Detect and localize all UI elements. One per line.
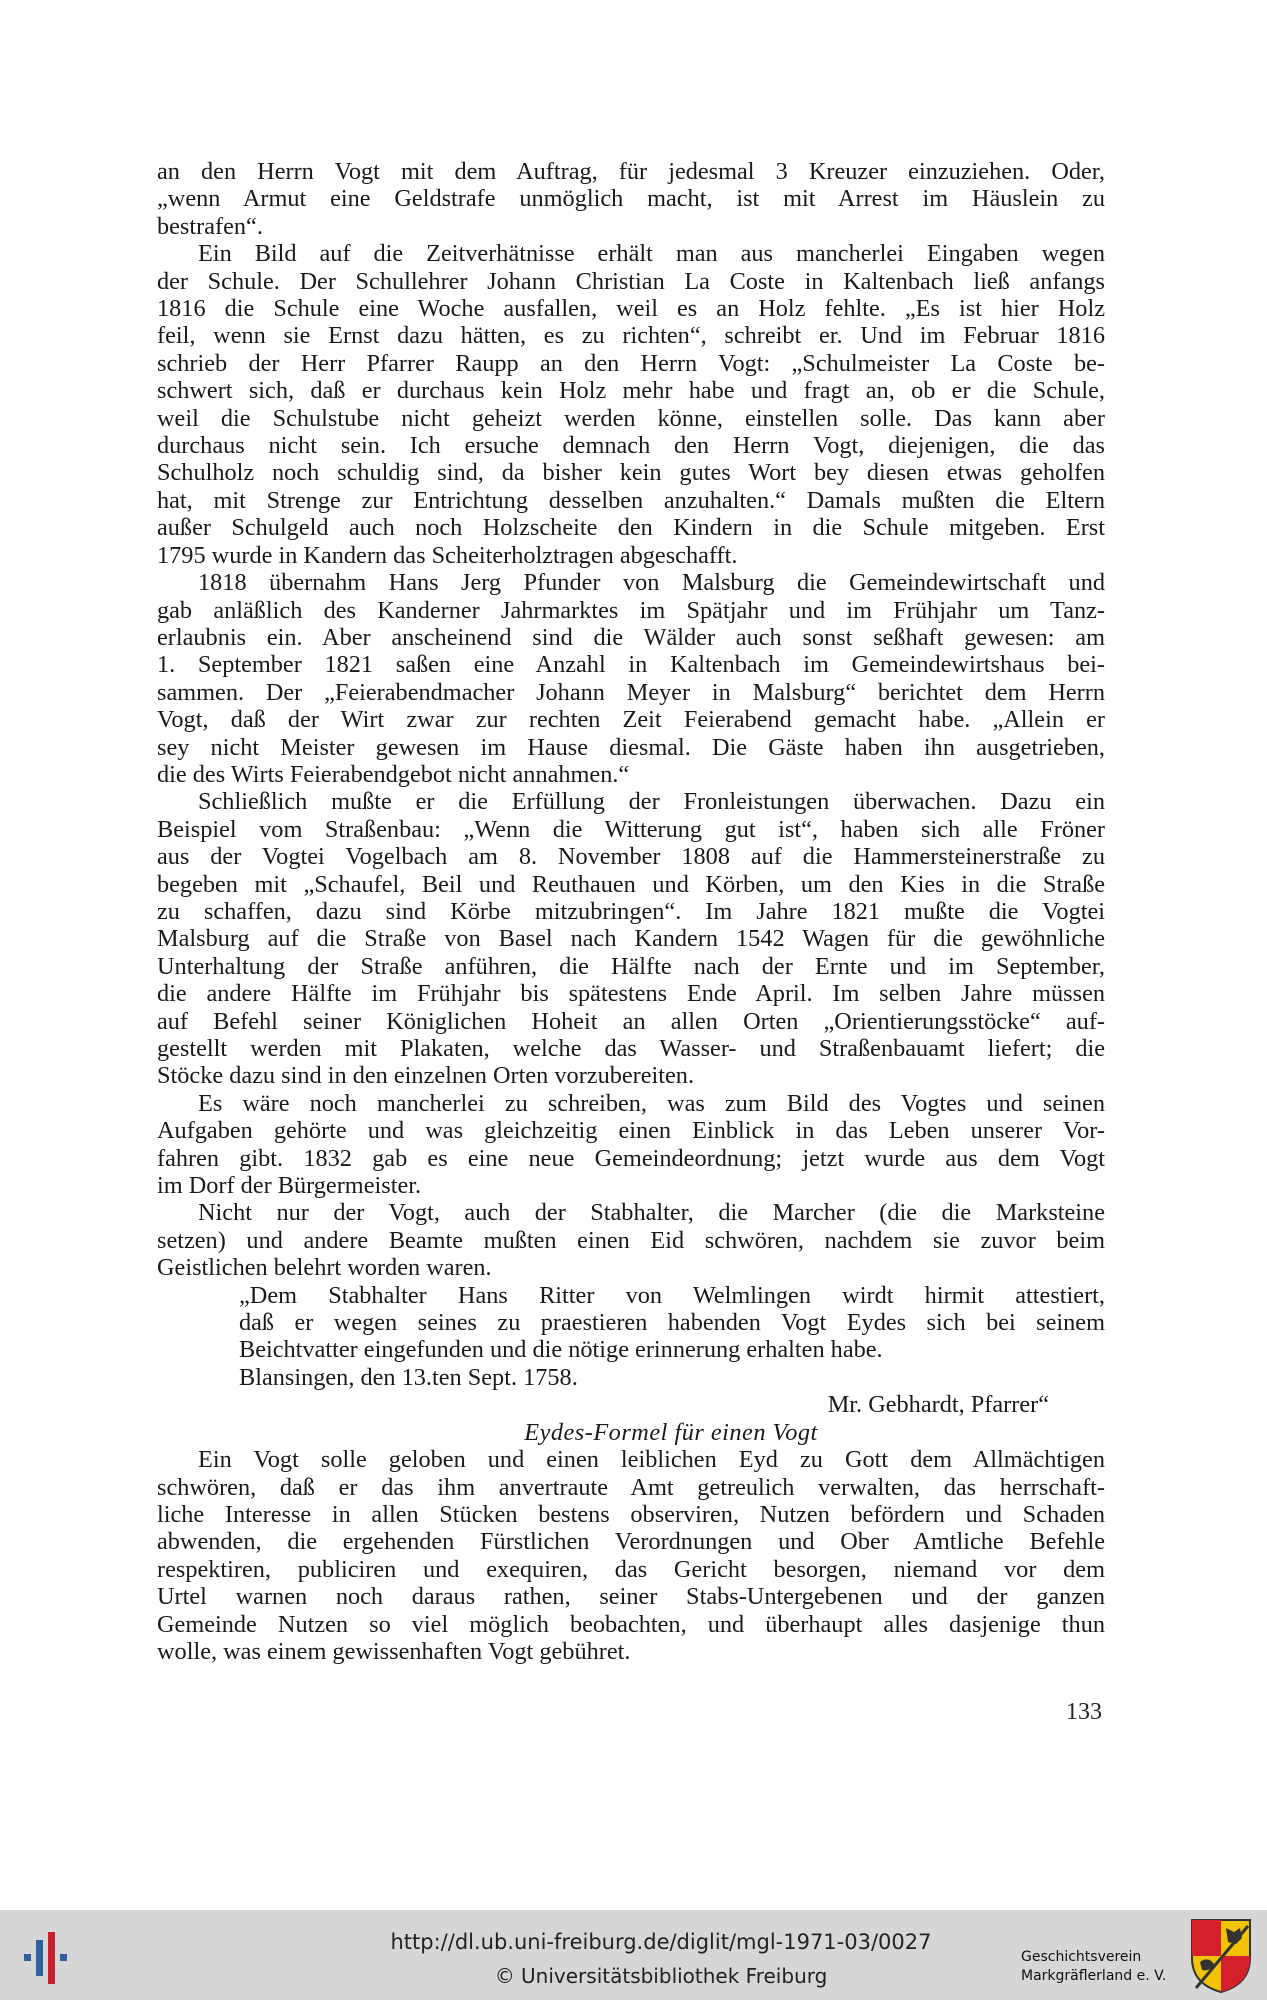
footer-organization xyxy=(1021,1948,1166,1986)
text-line: Urtel warnen noch daraus rathen, seiner Stabs-Untergebenen und der ganzen xyxy=(157,1583,1105,1611)
paragraph xyxy=(157,1199,1105,1281)
text-line: weil die Schulstube nicht geheizt werden könne, einstellen solle. Das kann aber xyxy=(157,404,1105,432)
paragraph xyxy=(157,788,1105,1089)
text-line: fahren gibt. 1832 gab es eine neue Gemeindeordnung; jetzt wurde aus dem Vogt xyxy=(157,1144,1105,1172)
quote-signature: Mr. Gebhardt, Pfarrer“ xyxy=(827,1391,1049,1419)
text-line: Schulholz noch schuldig sind, da bisher kein gutes Wort bey diesen etwas geholfen xyxy=(157,459,1105,487)
text-line: schwert sich, daß er durchaus kein Holz mehr habe und fragt an, ob er die Schule, xyxy=(157,377,1105,405)
text-line: gab anläßlich des Kanderner Jahrmarktes im Spätjahr und im Frühjahr um Tanz- xyxy=(157,596,1105,624)
text-line: an den Herrn Vogt mit dem Auftrag, für jedesmal 3 Kreuzer einzuziehen. Oder, xyxy=(157,158,1105,185)
text-line: Beispiel vom Straßenbau: „Wenn die Witterung gut ist“, haben sich alle Fröner xyxy=(157,815,1105,843)
paragraph xyxy=(157,158,1105,240)
text-line: Nicht nur der Vogt, auch der Stabhalter, die Marcher (die die Marksteine xyxy=(198,1199,1105,1227)
text-line: 1795 wurde in Kandern das Scheiterholztragen abgeschafft. xyxy=(157,541,738,569)
text-line: außer Schulgeld auch noch Holzscheite den Kindern in die Schule mitgeben. Erst xyxy=(157,514,1105,542)
text-line: Es wäre noch mancherlei zu schreiben, was zum Bild des Vogtes und seinen xyxy=(198,1089,1105,1117)
text-line: 1818 übernahm Hans Jerg Pfunder von Malsburg die Gemeindewirtschaft und xyxy=(198,569,1105,597)
page-body xyxy=(157,158,1105,1665)
text-line: zu schaffen, dazu sind Körbe mitzubringen“. Im Jahre 1821 mußte die Vogtei xyxy=(157,897,1105,925)
text-line: die andere Hälfte im Frühjahr bis spätestens Ende April. Im selben Jahre müssen xyxy=(157,980,1105,1008)
quote-line: daß er wegen seines zu praestieren habenden Vogt Eydes sich bei seinem xyxy=(239,1309,1105,1337)
text-line: durchaus nicht sein. Ich ersuche demnach den Herrn Vogt, diejenigen, die das xyxy=(157,432,1105,460)
text-line: der Schule. Der Schullehrer Johann Christian La Coste in Kaltenbach ließ anfangs xyxy=(157,267,1105,295)
text-line: begeben mit „Schaufel, Beil und Reuthauen und Körben, um den Kies in die Straße xyxy=(157,870,1105,898)
text-line: Malsburg auf die Straße von Basel nach Kandern 1542 Wagen für die gewöhnliche xyxy=(157,925,1105,953)
paragraph xyxy=(157,569,1105,788)
quote-line: Beichtvatter eingefunden und die nötige erinnerung erhalten habe. xyxy=(239,1336,883,1364)
text-line: hat, mit Strenge zur Entrichtung desselben anzuhalten.“ Damals mußten die Eltern xyxy=(157,486,1105,514)
paragraph xyxy=(157,1090,1105,1200)
text-line: gestellt werden mit Plakaten, welche das Wasser- und Straßenbauamt liefert; die xyxy=(157,1035,1105,1062)
text-line: Aufgaben gehörte und was gleichzeitig einen Einblick in das Leben unserer Vor- xyxy=(157,1117,1105,1145)
text-line: setzen) und andere Beamte mußten einen Eid schwören, nachdem sie zuvor beim xyxy=(157,1226,1105,1254)
text-line: 1. September 1821 saßen eine Anzahl in Kaltenbach im Gemeindewirtshaus bei- xyxy=(157,651,1105,679)
text-line: Gemeinde Nutzen so viel möglich beobachten, und überhaupt alles dasjenige thun xyxy=(157,1610,1105,1638)
text-line: erlaubnis ein. Aber anscheinend sind die Wälder auch sonst seßhaft gewesen: am xyxy=(157,623,1105,651)
final-paragraph xyxy=(157,1446,1105,1665)
footer-copyright: © Universitätsbibliothek Freiburg xyxy=(494,1964,828,1988)
text-line: schwören, daß er das ihm anvertraute Amt getreulich verwalten, das herrschaft- xyxy=(157,1473,1105,1501)
text-line: respektiren, publiciren und exequiren, das Gericht besorgen, niemand vor dem xyxy=(157,1555,1105,1583)
section-heading: Eydes-Formel für einen Vogt xyxy=(524,1418,818,1446)
quote-place-date: Blansingen, den 13.ten Sept. 1758. xyxy=(239,1363,578,1391)
text-line: wolle, was einem gewissenhaften Vogt gebühret. xyxy=(157,1637,631,1665)
footer-bar xyxy=(0,1910,1267,2000)
text-line: bestrafen“. xyxy=(157,212,263,240)
text-line: Schließlich mußte er die Erfüllung der Fronleistungen überwachen. Dazu ein xyxy=(198,788,1105,816)
footer-url-link[interactable]: http://dl.ub.uni-freiburg.de/diglit/mgl-1971-03/0027 xyxy=(390,1930,932,1954)
quote-line: „Dem Stabhalter Hans Ritter von Welmlingen wirdt hirmit attestiert, xyxy=(239,1281,1105,1309)
text-line: Ein Bild auf die Zeitverhätnisse erhält man aus mancherlei Eingaben wegen xyxy=(198,240,1105,268)
org-line-2: Markgräflerland e. V. xyxy=(1021,1968,1167,1984)
text-line: Unterhaltung der Straße anführen, die Hälfte nach der Ernte und im September, xyxy=(157,952,1105,980)
text-line: die des Wirts Feierabendgebot nicht annahmen.“ xyxy=(157,760,630,788)
text-line: Ein Vogt solle geloben und einen leiblichen Eyd zu Gott dem Allmächtigen xyxy=(198,1446,1105,1474)
text-line: auf Befehl seiner Königlichen Hoheit an allen Orten „Orientierungsstöcke“ auf- xyxy=(157,1007,1105,1035)
text-line: im Dorf der Bürgermeister. xyxy=(157,1172,422,1200)
text-line: abwenden, die ergehenden Fürstlichen Verordnungen und Ober Amtliche Befehle xyxy=(157,1528,1105,1556)
text-line: feil, wenn sie Ernst dazu hätten, es zu richten“, schreibt er. Und im Februar 1816 xyxy=(157,322,1105,350)
org-line-1: Geschichtsverein xyxy=(1021,1949,1142,1965)
coat-of-arms-icon xyxy=(1190,1918,1252,1994)
text-line: schrieb der Herr Pfarrer Raupp an den Herrn Vogt: „Schulmeister La Coste be- xyxy=(157,349,1105,377)
text-line: 1816 die Schule eine Woche ausfallen, weil es an Holz fehlte. „Es ist hier Holz xyxy=(157,295,1105,323)
text-line: „wenn Armut eine Geldstrafe unmöglich macht, ist mit Arrest im Häuslein zu xyxy=(157,185,1105,213)
text-line: Vogt, daß der Wirt zwar zur rechten Zeit Feierabend gemacht habe. „Allein er xyxy=(157,706,1105,734)
text-line: Stöcke dazu sind in den einzelnen Orten vorzubereiten. xyxy=(157,1062,695,1090)
text-line: aus der Vogtei Vogelbach am 8. November 1808 auf die Hammersteinerstraße zu xyxy=(157,843,1105,871)
text-line: liche Interesse in allen Stücken bestens observiren, Nutzen befördern und Schaden xyxy=(157,1500,1105,1528)
quote-block xyxy=(239,1282,1105,1392)
text-line: sammen. Der „Feierabendmacher Johann Meyer in Malsburg“ berichtet dem Herrn xyxy=(157,678,1105,706)
body-paragraphs xyxy=(157,158,1105,1282)
text-line: Geistlichen belehrt worden waren. xyxy=(157,1254,492,1282)
paragraph xyxy=(157,240,1105,569)
text-line: sey nicht Meister gewesen im Hause diesmal. Die Gäste haben ihn ausgetrieben, xyxy=(157,733,1105,761)
page-number: 133 xyxy=(1066,1699,1102,1725)
